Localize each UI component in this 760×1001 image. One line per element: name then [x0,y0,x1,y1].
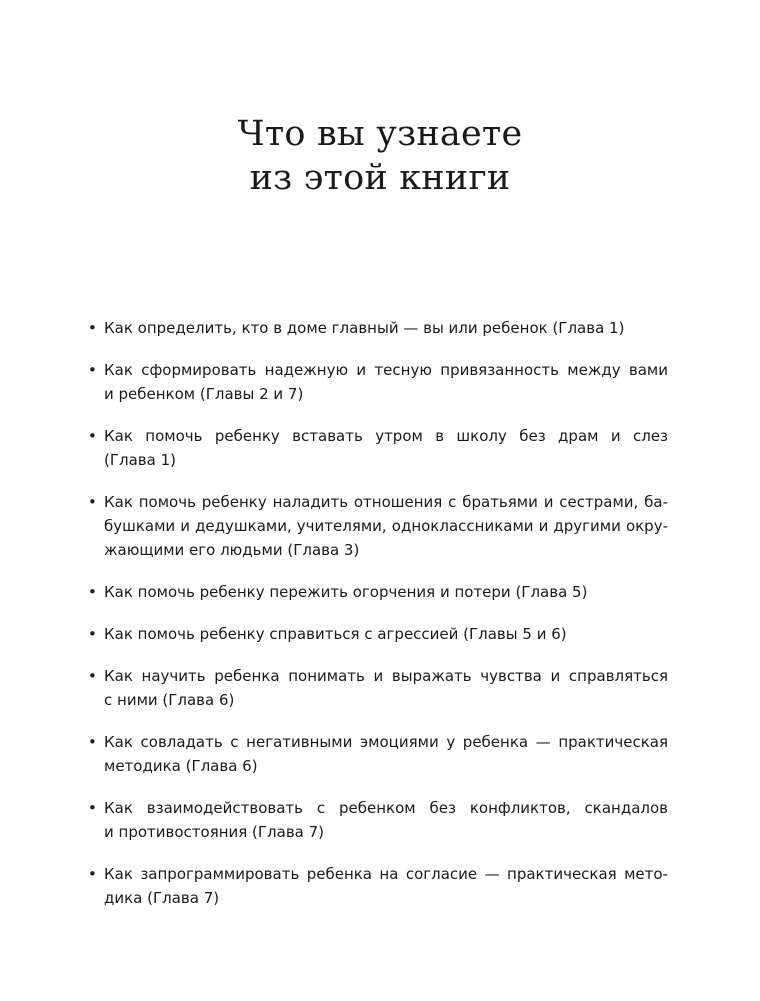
list-item-text [104,580,668,604]
list-item [88,622,668,646]
list-item-line: жающими его людьми (Глава 3) [104,541,360,559]
page-title-line-2: из этой книги [249,158,511,198]
list-item-text [104,664,668,712]
list-item-line: Как сформировать надежную и тесную привязанность между вами [104,361,668,379]
list-item [88,358,668,406]
list-item-line: методика (Глава 6) [104,757,258,775]
list-item-line: дика (Глава 7) [104,889,220,907]
list-item [88,664,668,712]
bullet-icon: • [88,583,97,601]
bullet-icon: • [88,625,97,643]
list-item-line: Как помочь ребенку наладить отношения с братьями и сестрами, ба- [104,493,668,511]
bullet-icon: • [88,799,97,817]
bullet-icon: • [88,427,97,445]
list-item-line: Как помочь ребенку справиться с агрессией (Главы 5 и 6) [104,625,567,643]
list-item [88,424,668,472]
bullet-icon: • [88,361,97,379]
list-item-line: Как совладать с негативными эмоциями у ребенка — практическая [104,733,668,751]
page-title-line-1: Что вы узнаете [237,114,523,154]
bullet-icon: • [88,667,97,685]
list-item [88,796,668,844]
list-item-line: (Глава 1) [104,451,176,469]
list-item [88,730,668,778]
list-item-line: Как определить, кто в доме главный — вы или ребенок (Глава 1) [104,319,625,337]
list-item-line: и противостояния (Глава 7) [104,823,325,841]
list-item-text [104,862,668,910]
list-item-text [104,316,668,340]
list-item-text [104,796,668,844]
list-item [88,490,668,562]
list-item [88,316,668,340]
bullet-icon: • [88,319,97,337]
list-item-line: Как помочь ребенку пережить огорчения и потери (Глава 5) [104,583,588,601]
list-item-line: бушками и дедушками, учителями, одноклассниками и другими окру- [104,517,668,535]
list-item-text [104,622,668,646]
list-item-text [104,730,668,778]
topics-list [88,316,668,928]
list-item-line: Как научить ребенка понимать и выражать чувства и справляться [104,667,668,685]
list-item-line: Как запрограммировать ребенка на согласие — практическая мето- [104,865,668,883]
list-item [88,580,668,604]
list-item [88,862,668,910]
list-item-text [104,490,668,562]
list-item-line: Как помочь ребенку вставать утром в школу без драм и слез [104,427,668,445]
bullet-icon: • [88,493,97,511]
bullet-icon: • [88,733,97,751]
page-title [0,112,760,200]
list-item-text [104,358,668,406]
list-item-line: с ними (Глава 6) [104,691,235,709]
list-item-line: и ребенком (Главы 2 и 7) [104,385,304,403]
bullet-icon: • [88,865,97,883]
list-item-line: Как взаимодействовать с ребенком без конфликтов, скандалов [104,799,668,817]
list-item-text [104,424,668,472]
